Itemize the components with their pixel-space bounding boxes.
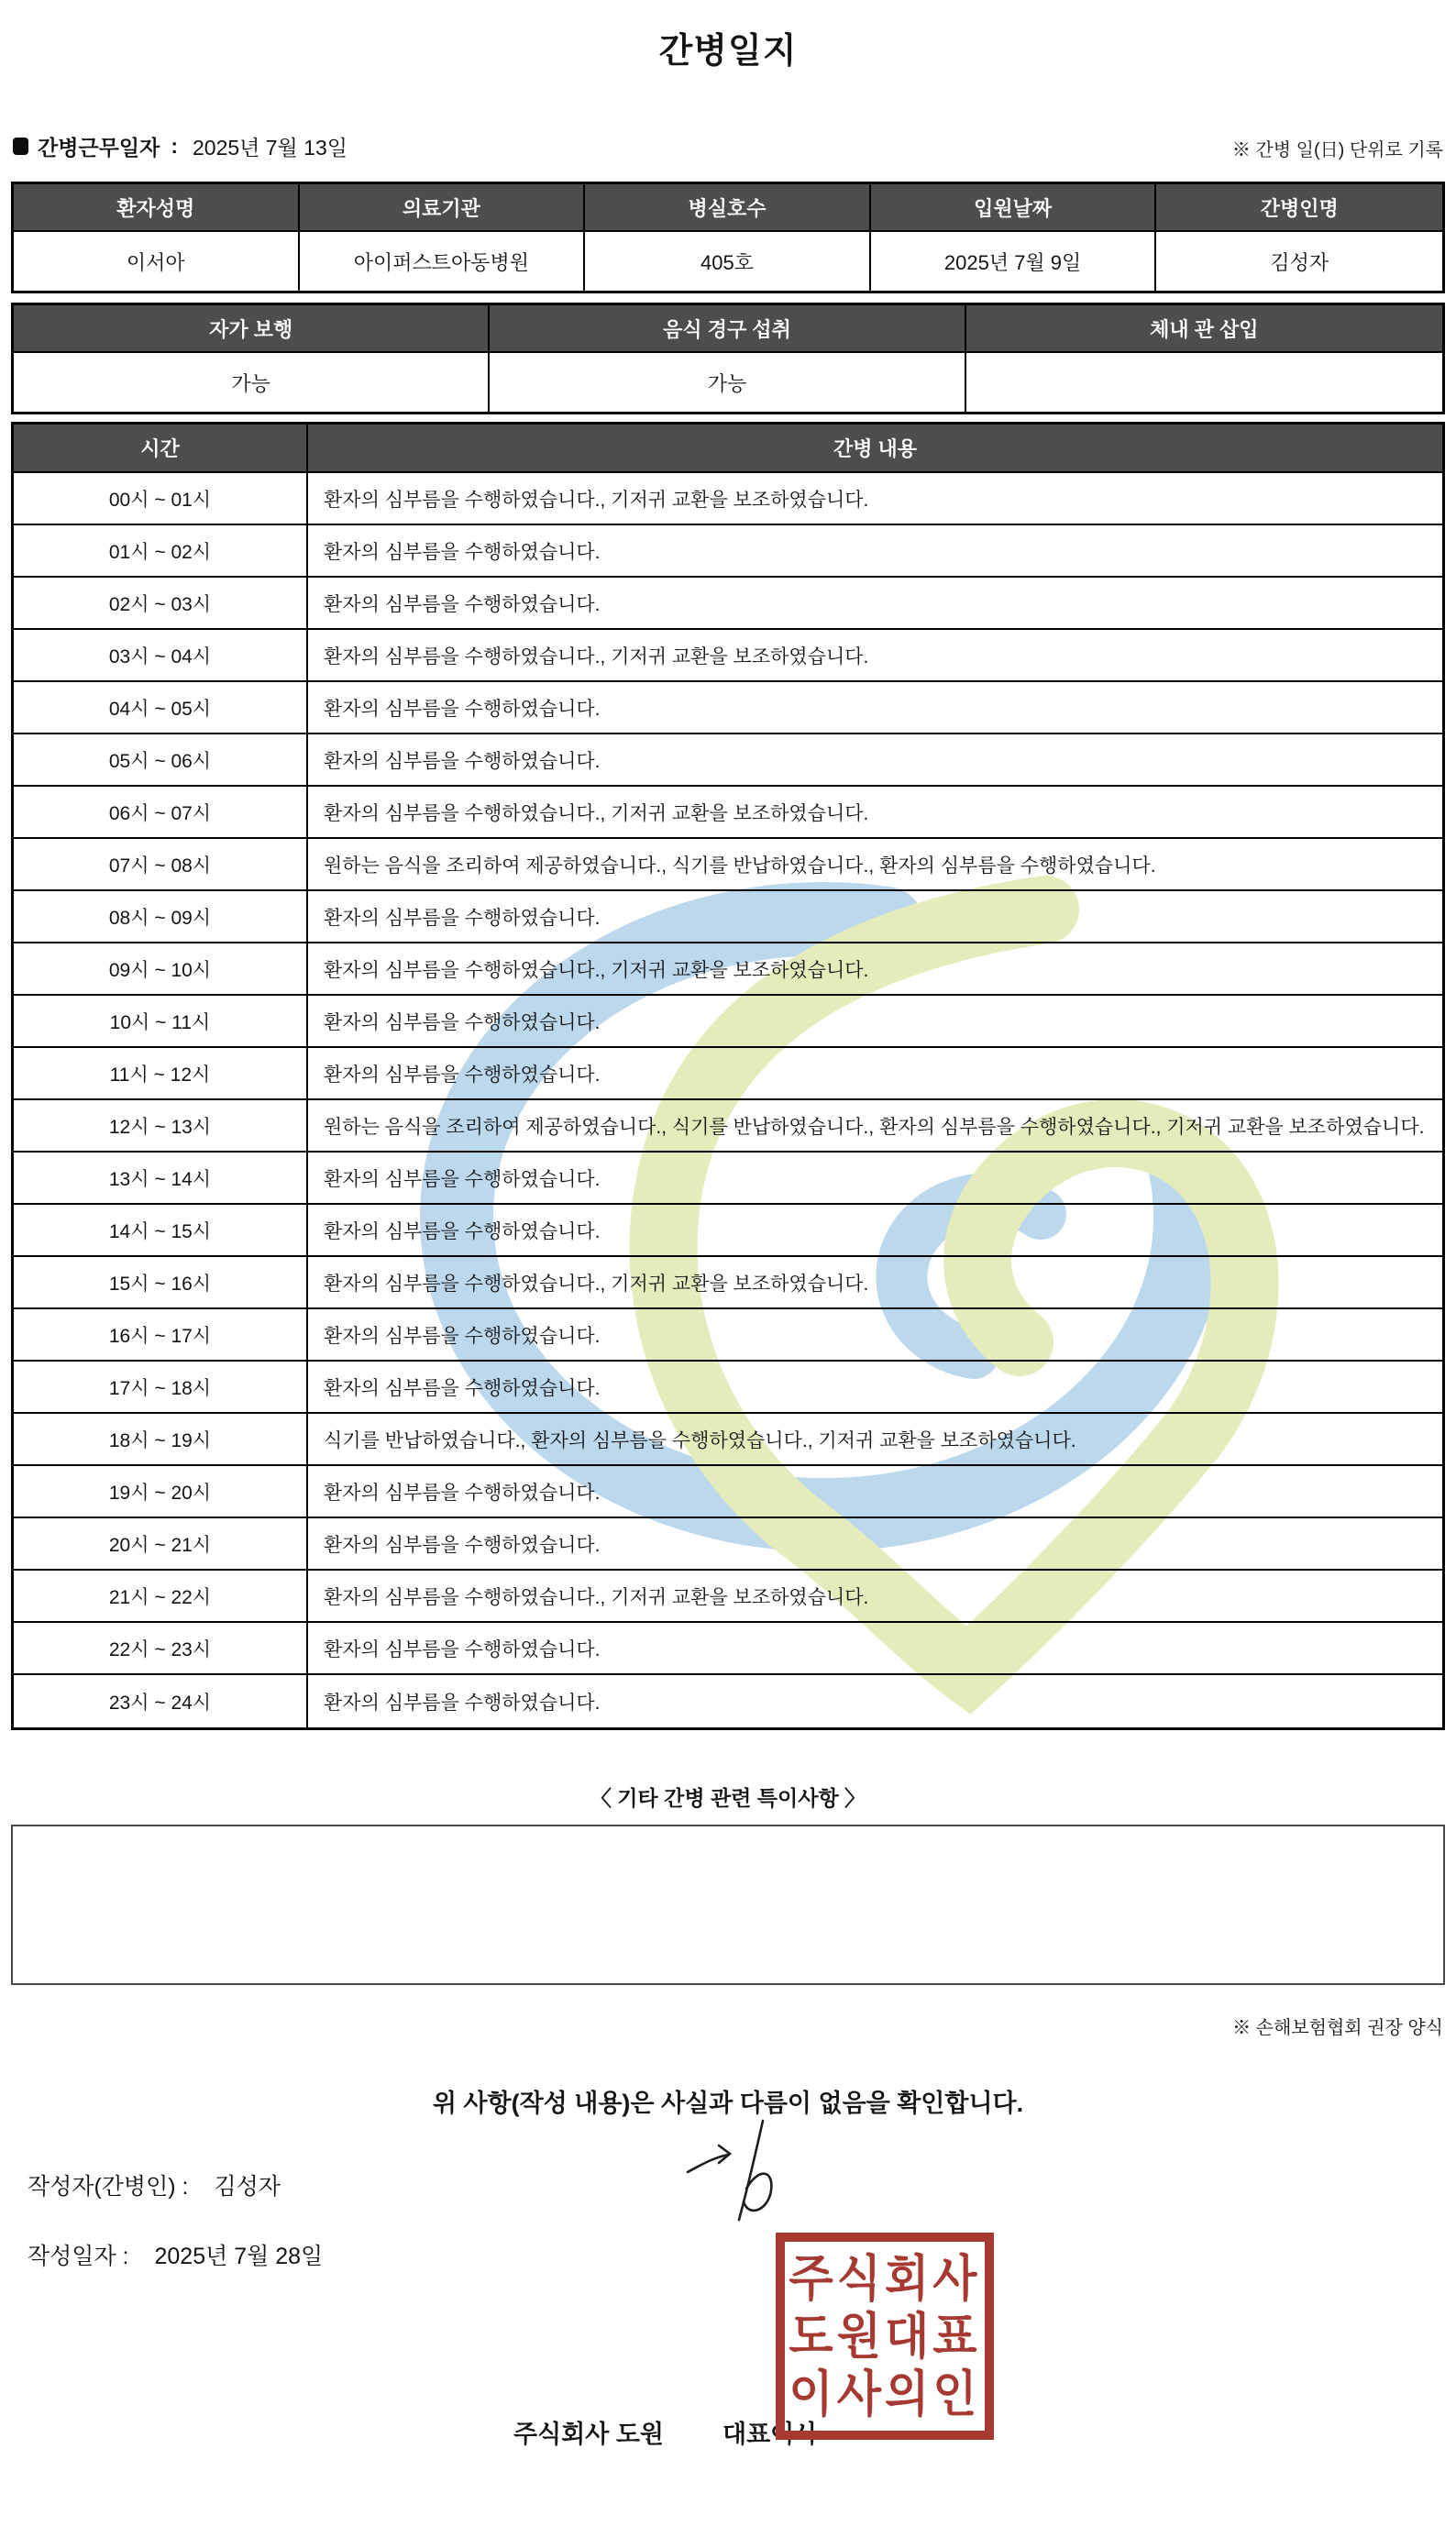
handwritten-signature [678,2115,816,2230]
care-log-row [14,1466,1442,1518]
care-content-cell: 환자의 심부름을 수행하였습니다. [308,1362,1442,1414]
written-date-label: 작성일자 : [28,2244,129,2269]
patient-info-value-row [14,232,1442,291]
care-log-row [14,996,1442,1048]
work-date-label: 간병근무일자 [38,136,160,160]
status-header-row [14,305,1442,353]
care-time-cell: 10시 ~ 11시 [14,996,308,1048]
company-title: 대표이사 [722,2421,819,2448]
care-content-header: 간병 내용 [308,425,1442,473]
care-log-row [14,1623,1442,1675]
care-log-row [14,891,1442,943]
care-content-cell: 환자의 심부름을 수행하였습니다. [308,1309,1442,1362]
notes-box [11,1825,1445,1985]
care-log-row [14,682,1442,734]
stamp-line: 주식회사 [789,2250,981,2306]
oral-intake-header: 음식 경구 섭취 [490,305,965,353]
care-content-cell: 환자의 심부름을 수행하였습니다. [308,1153,1442,1205]
care-time-cell: 12시 ~ 13시 [14,1100,308,1153]
care-content-cell: 환자의 심부름을 수행하였습니다. [308,734,1442,787]
care-time-cell: 03시 ~ 04시 [14,630,308,682]
internal-tube-value [966,353,1442,412]
care-content-cell: 환자의 심부름을 수행하였습니다., 기저귀 교환을 보조하였습니다. [308,1571,1442,1623]
care-content-cell: 환자의 심부름을 수행하였습니다. [308,996,1442,1048]
patient-info-table [11,182,1445,293]
unit-note: ※ 간병 일(日) 단위로 기록 [1231,140,1443,160]
stamp-line: 도원대표 [789,2308,981,2364]
care-time-cell: 11시 ~ 12시 [14,1048,308,1100]
bullet-square-icon [13,138,28,155]
care-log-row [14,1518,1442,1571]
care-log-row [14,1362,1442,1414]
care-time-cell: 00시 ~ 01시 [14,473,308,525]
notes-section-title: 〈 기타 간병 관련 특이사항 〉 [590,1786,866,1810]
care-time-cell: 07시 ~ 08시 [14,839,308,891]
meta-row [13,131,1443,161]
care-log-header-row [14,425,1442,473]
care-log-row [14,1100,1442,1153]
care-content-cell: 환자의 심부름을 수행하였습니다. [308,682,1442,734]
care-log-row [14,839,1442,891]
room-number-header: 병실호수 [585,184,871,232]
care-content-cell: 환자의 심부름을 수행하였습니다. [308,578,1442,630]
care-content-cell: 환자의 심부름을 수행하였습니다. [308,1205,1442,1257]
care-log-row [14,525,1442,578]
writer-row [28,2168,1456,2201]
work-date-separator: : [171,134,178,158]
medical-institution-value: 아이퍼스트아동병원 [300,232,586,291]
page-title: 간병일지 [658,32,798,71]
care-log-row [14,734,1442,787]
care-log-row [14,1153,1442,1205]
care-time-cell: 19시 ~ 20시 [14,1466,308,1518]
care-time-cell: 09시 ~ 10시 [14,943,308,996]
corporate-seal-stamp [776,2233,994,2440]
caregiver-name-header: 간병인명 [1156,184,1442,232]
care-content-cell: 환자의 심부름을 수행하였습니다., 기저귀 교환을 보조하였습니다. [308,943,1442,996]
oral-intake-value: 가능 [490,353,965,412]
care-log-row [14,578,1442,630]
care-content-cell: 원하는 음식을 조리하여 제공하였습니다., 식기를 반납하였습니다., 환자의 심부름을 수행하였습니다., 기저귀 교환을 보조하였습니다. [308,1100,1442,1153]
care-time-cell: 06시 ~ 07시 [14,787,308,839]
care-time-cell: 04시 ~ 05시 [14,682,308,734]
care-content-cell: 환자의 심부름을 수행하였습니다. [308,1048,1442,1100]
care-log-row [14,943,1442,996]
care-time-cell: 17시 ~ 18시 [14,1362,308,1414]
company-line [458,2386,818,2478]
care-content-cell: 환자의 심부름을 수행하였습니다. [308,1623,1442,1675]
time-header: 시간 [14,425,308,473]
care-log-row [14,1414,1442,1466]
care-content-cell: 환자의 심부름을 수행하였습니다. [324,1692,601,1714]
admission-date-value: 2025년 7월 9일 [871,232,1157,291]
admission-date-header: 입원날짜 [871,184,1157,232]
care-log-rows [14,473,1442,1727]
status-table [11,303,1445,414]
company-name: 주식회사 도원 [513,2421,665,2448]
care-log-table [11,422,1445,1730]
care-content-cell: 환자의 심부름을 수행하였습니다., 기저귀 교환을 보조하였습니다. [308,630,1442,682]
medical-institution-header: 의료기관 [300,184,586,232]
stamp-line: 이사의인 [789,2366,981,2421]
care-time-cell: 02시 ~ 03시 [14,578,308,630]
care-time-cell: 21시 ~ 22시 [14,1571,308,1623]
patient-name-header: 환자성명 [14,184,300,232]
care-content-cell: 환자의 심부름을 수행하였습니다., 기저귀 교환을 보조하였습니다. [308,1257,1442,1309]
self-walking-header: 자가 보행 [14,305,490,353]
care-content-cell: 식기를 반납하였습니다., 환자의 심부름을 수행하였습니다., 기저귀 교환을 보조하였습니다. [308,1414,1442,1466]
care-log-row [14,1309,1442,1362]
care-log-row [14,473,1442,525]
care-log-row [14,1675,1442,1727]
care-time-cell: 08시 ~ 09시 [14,891,308,943]
care-time-cell: 13시 ~ 14시 [14,1153,308,1205]
room-number-value: 405호 [585,232,871,291]
written-date-row [28,2238,1456,2271]
care-content-cell: 환자의 심부름을 수행하였습니다. [308,525,1442,578]
confirmation-statement: 위 사항(작성 내용)은 사실과 다름이 없음을 확인합니다. [432,2090,1024,2117]
written-date-value: 2025년 7월 28일 [154,2244,324,2269]
work-date-line [13,131,347,161]
care-log-row [14,1571,1442,1623]
work-date-value: 2025년 7월 13일 [192,136,347,160]
care-time-cell: 23시 ~ 24시 [14,1675,308,1727]
care-time-cell: 15시 ~ 16시 [14,1257,308,1309]
care-content-cell: 환자의 심부름을 수행하였습니다. [308,1466,1442,1518]
care-log-row [14,630,1442,682]
care-content-cell: 환자의 심부름을 수행하였습니다., 기저귀 교환을 보조하였습니다. [308,787,1442,839]
patient-name-value: 이서아 [14,232,300,291]
caregiver-name-value: 김성자 [1270,250,1329,274]
patient-info-header-row [14,184,1442,232]
care-log-row [14,1257,1442,1309]
care-time-cell: 22시 ~ 23시 [14,1623,308,1675]
care-time-cell: 20시 ~ 21시 [14,1518,308,1571]
self-walking-value: 가능 [14,353,490,412]
care-journal-page [0,22,1456,2472]
care-time-cell: 14시 ~ 15시 [14,1205,308,1257]
care-log-row [14,1048,1442,1100]
care-content-cell: 환자의 심부름을 수행하였습니다. [308,1518,1442,1571]
care-log-row [14,787,1442,839]
internal-tube-header: 체내 관 삽입 [966,305,1442,353]
care-time-cell: 01시 ~ 02시 [14,525,308,578]
care-time-cell: 05시 ~ 06시 [14,734,308,787]
form-note: ※ 손해보험협회 권장 양식 [1232,2018,1443,2038]
care-time-cell: 16시 ~ 17시 [14,1309,308,1362]
care-log-row [14,1205,1442,1257]
care-time-cell: 18시 ~ 19시 [14,1414,308,1466]
care-content-cell: 환자의 심부름을 수행하였습니다. [308,891,1442,943]
writer-name: 김성자 [214,2174,281,2200]
status-value-row [14,353,1442,412]
care-content-cell: 원하는 음식을 조리하여 제공하였습니다., 식기를 반납하였습니다., 환자의 심부름을 수행하였습니다. [308,839,1442,891]
care-content-cell: 환자의 심부름을 수행하였습니다., 기저귀 교환을 보조하였습니다. [308,473,1442,525]
writer-label: 작성자(간병인) : [28,2174,189,2200]
